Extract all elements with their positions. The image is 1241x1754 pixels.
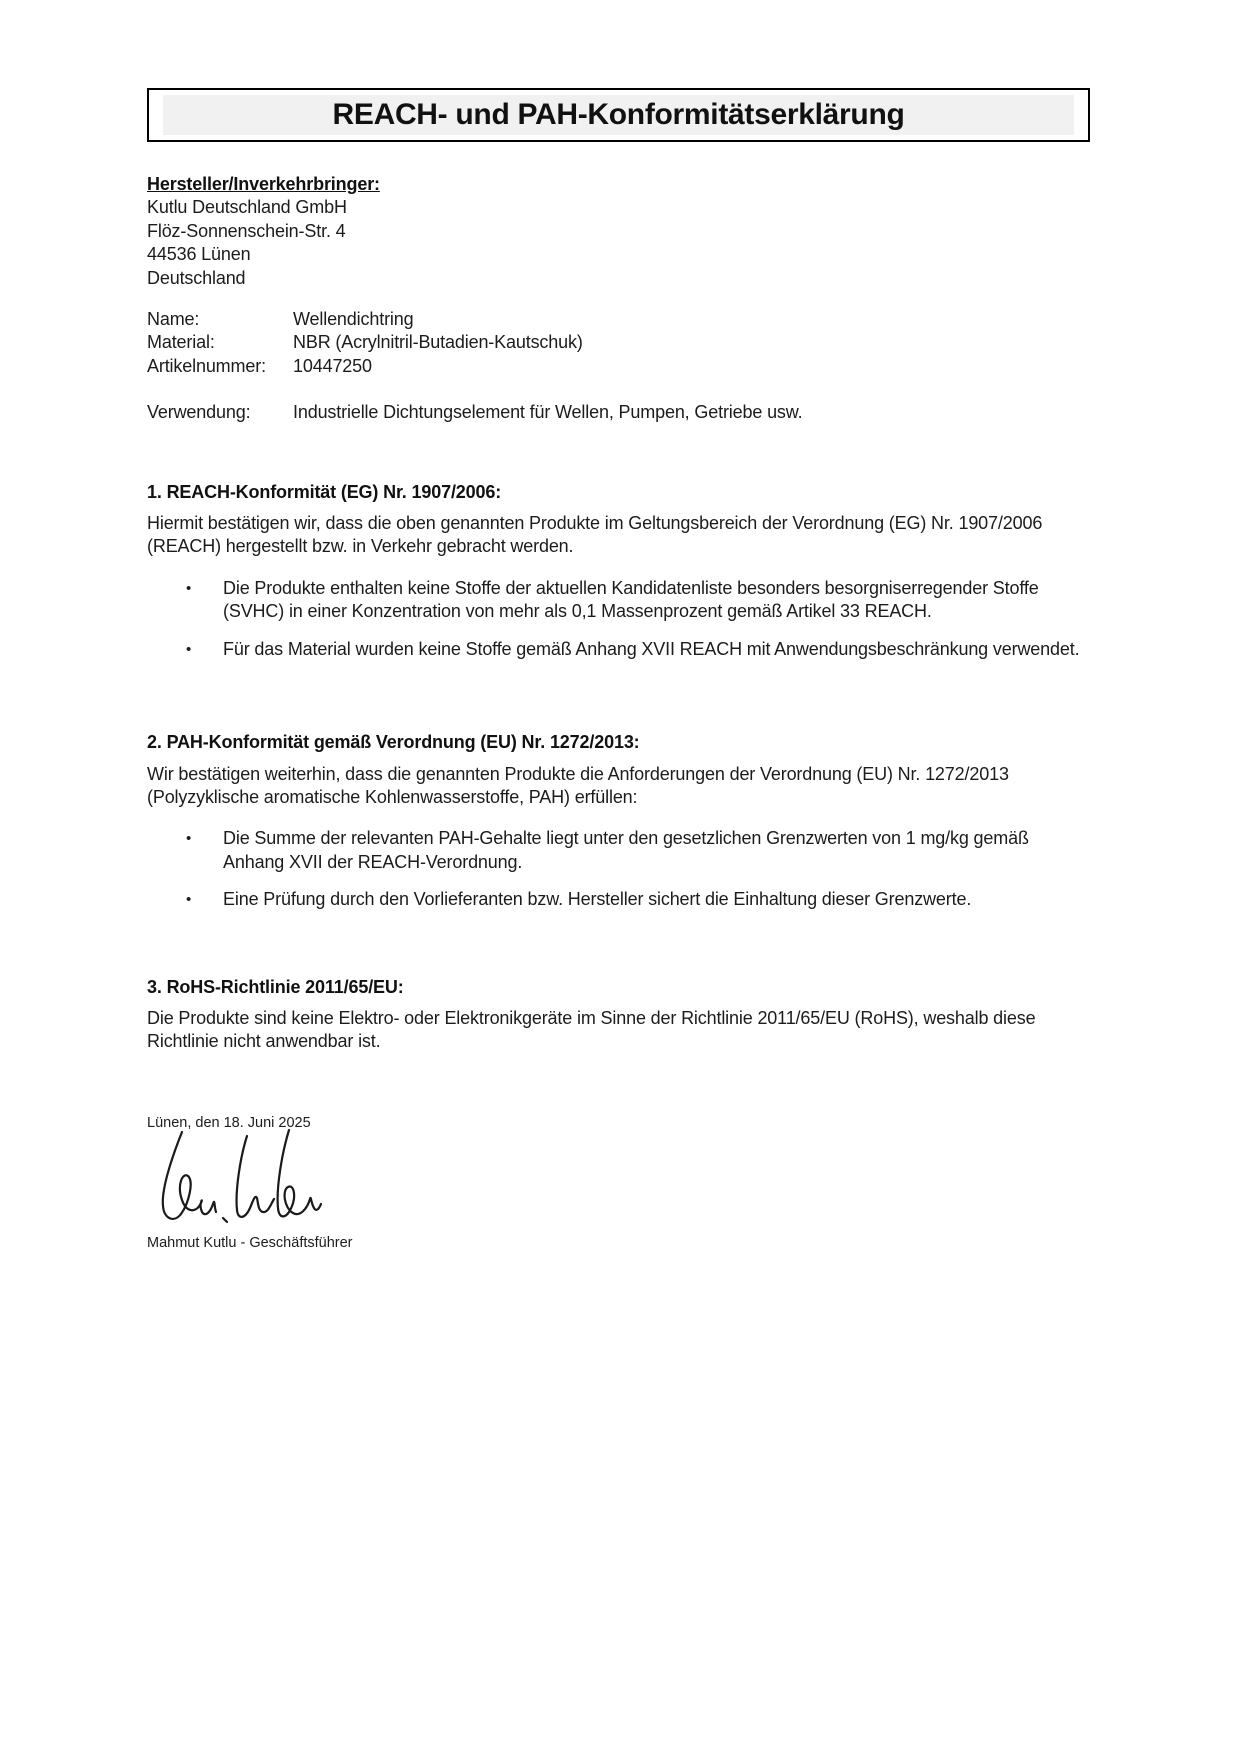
section-rohs-heading: 3. RoHS-Richtlinie 2011/65/EU: [147, 976, 404, 997]
manufacturer-heading: Hersteller/Inverkehrbringer: [147, 174, 380, 194]
place-date: Lünen, den 18. Juni 2025 [147, 1114, 311, 1131]
bullet-dot-icon: • [186, 640, 192, 658]
closing-block [147, 1112, 1090, 1256]
bullet-item [147, 888, 1090, 911]
manufacturer-street-line: Flöz-Sonnenschein-Str. 4 [147, 220, 346, 241]
product-usage-row [147, 401, 1090, 424]
section-reach-bullet-list [147, 577, 1090, 661]
bullet-item [147, 827, 1090, 874]
bullet-text: Eine Prüfung durch den Vorlieferanten bzw. Hersteller sichert die Einhaltung dieser Grenzwerte. [223, 889, 972, 910]
bullet-dot-icon: • [186, 579, 192, 597]
product-material-row [147, 331, 1090, 354]
manufacturer-company-line: Kutlu Deutschland GmbH [147, 197, 347, 218]
manufacturer-block [147, 173, 1090, 290]
section-pah [147, 731, 1090, 911]
product-material-label: Material: [147, 332, 215, 353]
section-reach-heading: 1. REACH-Konformität (EG) Nr. 1907/2006: [147, 481, 502, 502]
document-title: REACH- und PAH-Konformitätserklärung [163, 95, 1074, 135]
section-rohs [147, 976, 1090, 1054]
bullet-item [147, 638, 1090, 661]
manufacturer-city-line: 44536 Lünen [147, 244, 251, 265]
bullet-text: Für das Material wurden keine Stoffe gemäß Anhang XVII REACH mit Anwendungsbeschränkung verwendet. [223, 638, 1080, 659]
section-pah-paragraph: Wir bestätigen weiterhin, dass die genannten Produkte die Anforderungen der Verordnung (EU) Nr. 1272/2013 (Polyzyklische aromatische Kohlenwasserstoffe, PAH) erfüllen: [147, 763, 1009, 807]
manufacturer-country-line: Deutschland [147, 267, 246, 288]
section-pah-heading: 2. PAH-Konformität gemäß Verordnung (EU) Nr. 1272/2013: [147, 732, 640, 753]
bullet-text: Die Produkte enthalten keine Stoffe der aktuellen Kandidatenliste besonders besorgniserregender Stoffe (SVHC) in einer Konzentration von mehr als 0,1 Massenprozent gemäß Artikel 33 REACH. [223, 577, 1039, 622]
product-name-label: Name: [147, 309, 200, 330]
product-usage-label: Verwendung: [147, 402, 251, 423]
document-title-box [147, 88, 1090, 142]
product-name-row [147, 308, 1090, 331]
bullet-text: Die Summe der relevanten PAH-Gehalte liegt unter den gesetzlichen Grenzwerten von 1 mg/kg gemäß Anhang XVII der REACH-Verordnung. [223, 828, 1029, 872]
section-rohs-paragraph: Die Produkte sind keine Elektro- oder Elektronikgeräte im Sinne der Richtlinie 2011/65/EU (RoHS), weshalb diese Richtlinie nicht anwendbar ist. [147, 1007, 1036, 1052]
bullet-dot-icon: • [186, 891, 192, 909]
section-reach-paragraph: Hiermit bestätigen wir, dass die oben genannten Produkte im Geltungsbereich der Verordnung (EG) Nr. 1907/2006 (REACH) hergestellt bzw. in Verkehr gebracht werden. [147, 513, 1043, 557]
product-articlenumber-row [147, 355, 1090, 378]
signature-image [152, 1126, 322, 1230]
bullet-dot-icon: • [186, 830, 192, 848]
product-fields [147, 308, 1090, 378]
section-pah-bullet-list [147, 827, 1090, 911]
section-reach [147, 481, 1090, 661]
product-usage-value: Industrielle Dichtungselement für Wellen, Pumpen, Getriebe usw. [293, 402, 803, 423]
bullet-item [147, 577, 1090, 624]
product-articlenumber-label: Artikelnummer: [147, 355, 266, 376]
product-articlenumber-value: 10447250 [293, 355, 372, 376]
product-material-value: NBR (Acrylnitril-Butadien-Kautschuk) [293, 332, 583, 353]
signer-name: Mahmut Kutlu - Geschäftsführer [147, 1235, 353, 1252]
product-name-value: Wellendichtring [293, 309, 414, 330]
